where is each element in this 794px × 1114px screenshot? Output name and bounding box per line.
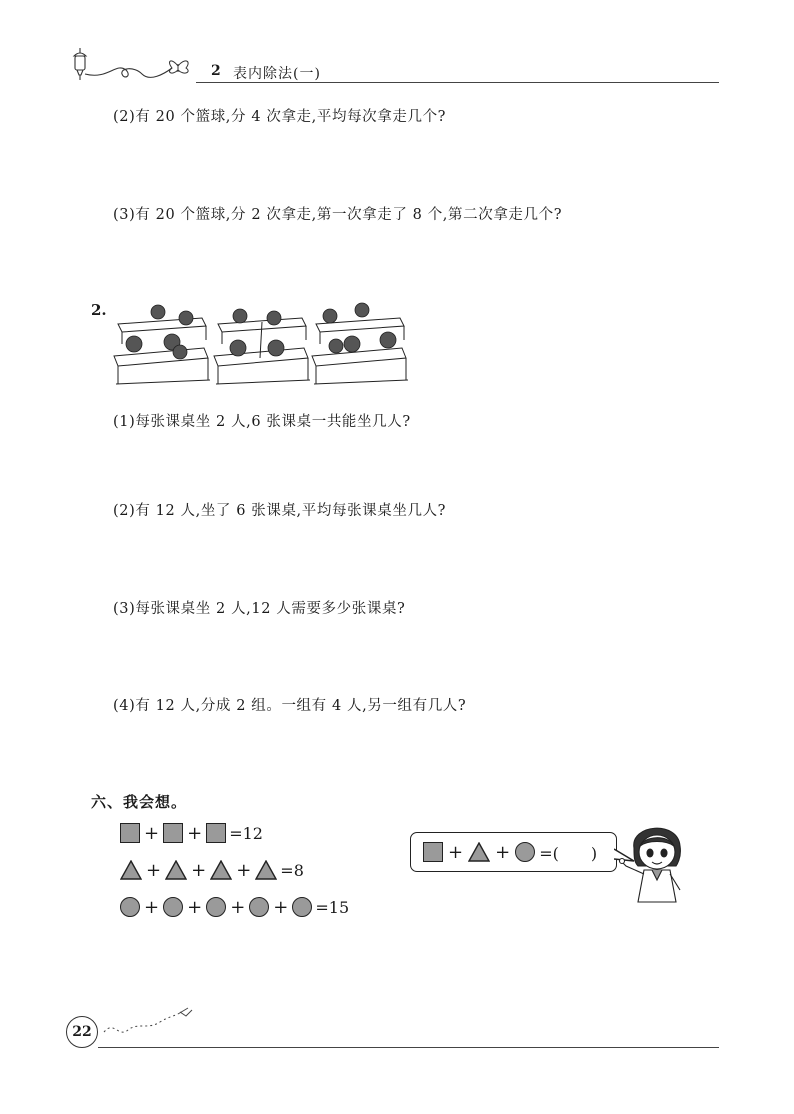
answer-blank: =( ) [539, 843, 598, 863]
circle-icon [515, 842, 535, 862]
section-6-heading: 六、我会想。 [91, 793, 188, 811]
triangle-icon [468, 842, 490, 862]
question-2-2: (2)有 12 人,坐了 6 张课桌,平均每张课桌坐几人? [113, 503, 447, 519]
plus-sign: + [187, 822, 203, 844]
equation-result: =15 [315, 897, 350, 917]
triangle-icon [210, 860, 232, 880]
chapter-title: 表内除法(一) [233, 66, 321, 82]
circle-icon [120, 897, 140, 917]
triangle-icon [120, 860, 142, 880]
problem-2-number: 2. [91, 301, 107, 319]
equation-result: =12 [229, 823, 263, 843]
question-1-2: (2)有 20 个篮球,分 4 次拿走,平均每次拿走几个? [113, 109, 447, 125]
plus-sign: + [144, 822, 160, 844]
classroom-desks-illustration [110, 298, 410, 386]
page-number-badge [66, 1016, 98, 1048]
footer-rule [98, 1047, 719, 1048]
plus-sign: + [144, 896, 160, 918]
circle-icon [292, 897, 312, 917]
chapter-number: 2 [211, 63, 221, 79]
page-number: 22 [72, 1024, 92, 1040]
question-1-3: (3)有 20 个篮球,分 2 次拿走,第一次拿走了 8 个,第二次拿走几个? [113, 207, 563, 223]
plus-sign: + [448, 841, 464, 863]
equation-squares [120, 820, 263, 846]
plus-sign: + [273, 896, 289, 918]
circle-icon [249, 897, 269, 917]
header-decoration [68, 44, 198, 88]
plus-sign: + [187, 896, 203, 918]
equation-circles [120, 894, 349, 920]
equation-result: =8 [280, 860, 304, 880]
question-2-1: (1)每张课桌坐 2 人,6 张课桌一共能坐几人? [113, 414, 411, 430]
speech-bubble [410, 832, 617, 872]
circle-icon [163, 897, 183, 917]
question-2-4: (4)有 12 人,分成 2 组。一组有 4 人,另一组有几人? [113, 698, 467, 714]
equation-triangles [120, 857, 304, 883]
square-icon [206, 823, 226, 843]
bird-trail-icon [100, 1000, 200, 1040]
butterfly-icon [170, 61, 189, 73]
triangle-icon [255, 860, 277, 880]
plus-sign: + [146, 859, 162, 881]
plus-sign: + [230, 896, 246, 918]
question-2-3: (3)每张课桌坐 2 人,12 人需要多少张课桌? [113, 601, 406, 617]
plus-sign: + [191, 859, 207, 881]
circle-icon [206, 897, 226, 917]
girl-illustration [618, 818, 694, 906]
square-icon [423, 842, 443, 862]
header-rule [196, 82, 719, 83]
lantern-vine-icon [68, 44, 198, 88]
plus-sign: + [236, 859, 252, 881]
triangle-icon [165, 860, 187, 880]
plus-sign: + [495, 841, 511, 863]
square-icon [120, 823, 140, 843]
square-icon [163, 823, 183, 843]
